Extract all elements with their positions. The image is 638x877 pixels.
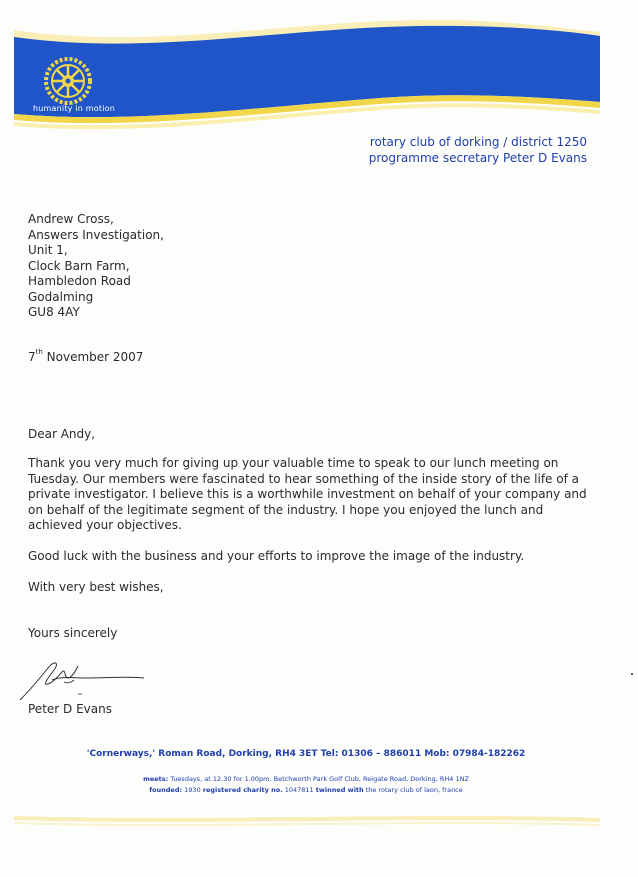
- address-line: Answers Investigation,: [28, 227, 164, 242]
- closing-wishes: With very best wishes,: [28, 580, 164, 594]
- letterhead-org-info: [369, 135, 587, 166]
- date-rest: November 2007: [42, 350, 144, 364]
- handwritten-signature: [18, 656, 150, 704]
- address-line: Godalming: [28, 289, 94, 304]
- meets-text: Tuesdays, at 12.30 for 1.00pm. Betchworth Park Golf Club, Reigate Road, Dorking, RH4 1NZ: [168, 775, 469, 783]
- footer-founded: [0, 786, 606, 794]
- charity-text: 1047811: [282, 786, 316, 794]
- footer-meets: [0, 775, 606, 783]
- founded-label: founded:: [149, 786, 183, 794]
- tagline: humanity in motion: [33, 104, 115, 113]
- letter-date: [28, 350, 143, 364]
- charity-label: registered charity no.: [202, 786, 283, 794]
- twinned-label: twinned with: [315, 786, 364, 794]
- address-line: Clock Barn Farm,: [28, 258, 130, 273]
- address-line: Andrew Cross,: [28, 212, 114, 226]
- scan-speck: [631, 673, 633, 675]
- closing-sincerely: Yours sincerely: [28, 626, 118, 640]
- date-suffix: th: [35, 348, 43, 356]
- footer-address: 'Cornerways,' Roman Road, Dorking, RH4 3ET Tel: 01306 – 886011 Mob: 07984-182262: [86, 749, 526, 759]
- body-paragraph-1: Thank you very much for giving up your valuable time to speak to our lunch meeting on Tuesday. Our members were fascinated to hear something of the inside story of the life of a private investigator. I believe this is a worthwhile investment on behalf of your company and on behalf of the legitimate segment of the industry. I hope you enjoyed the lunch and achieved your objectives.: [28, 456, 587, 532]
- org-line: rotary club of dorking / district 1250: [369, 135, 587, 149]
- body-paragraph-2: Good luck with the business and your efforts to improve the image of the industry.: [28, 549, 525, 563]
- signer-name: Peter D Evans: [28, 702, 112, 716]
- address-line: Hambledon Road: [28, 274, 131, 288]
- founded-text: 1930: [182, 786, 203, 794]
- date-day: 7: [28, 350, 36, 364]
- meets-label: meets:: [143, 775, 169, 783]
- letterhead-banner: [0, 0, 638, 140]
- secretary-line: programme secretary Peter D Evans: [368, 150, 587, 165]
- address-line: GU8 4AY: [28, 305, 80, 319]
- footer-band: [0, 808, 638, 832]
- salutation: Dear Andy,: [28, 427, 96, 441]
- recipient-address: [28, 212, 164, 321]
- rotary-wheel-icon: [43, 56, 93, 106]
- address-line: Unit 1,: [28, 243, 68, 257]
- twinned-text: the rotary club of laon, france: [363, 786, 463, 794]
